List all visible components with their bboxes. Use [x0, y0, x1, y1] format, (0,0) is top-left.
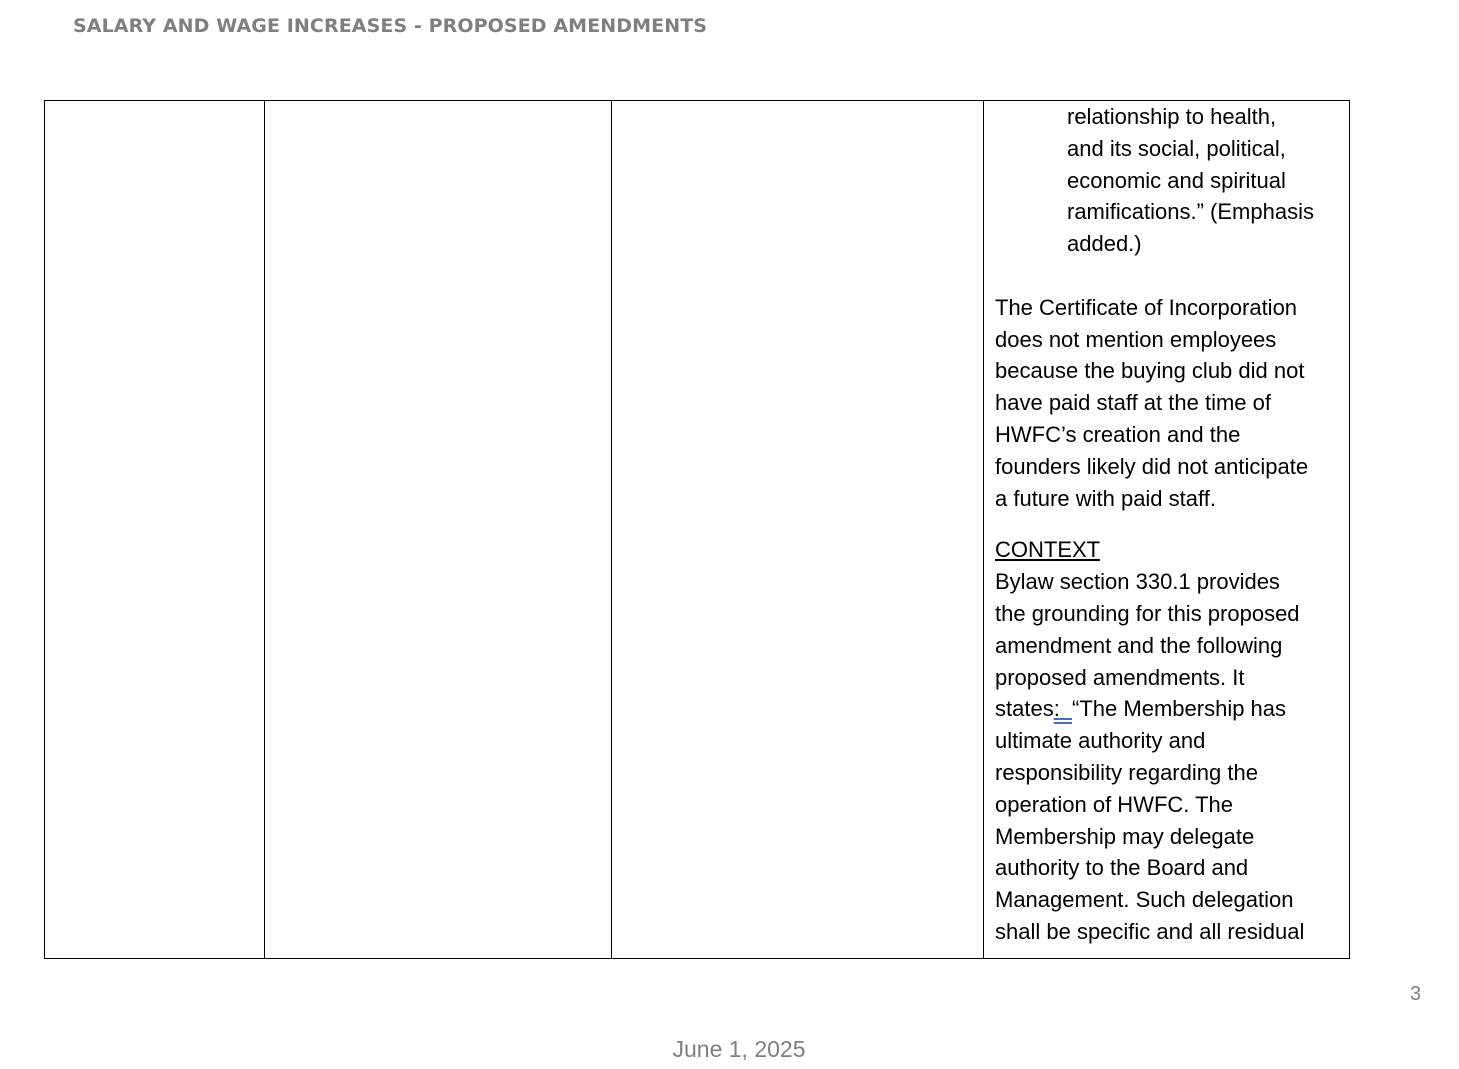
- text-line: HWFC’s creation and the: [995, 421, 1241, 447]
- quoted-passage: [995, 101, 1338, 260]
- text-line: Membership may delegate: [995, 823, 1255, 849]
- text-line: authority to the Board and: [995, 855, 1249, 881]
- text-span: “The Membership has: [1072, 696, 1287, 722]
- context-section: [995, 534, 1338, 947]
- text-line: ultimate authority and: [995, 728, 1206, 754]
- text-line: economic and spiritual: [1067, 167, 1286, 193]
- text-line: have paid staff at the time of: [995, 390, 1271, 416]
- text-line: shall be specific and all residual: [995, 918, 1305, 944]
- text-line: Management. Such delegation: [995, 887, 1294, 913]
- states-line: [995, 693, 1338, 725]
- text-line: because the buying club did not: [995, 358, 1305, 384]
- page-header-title: SALARY AND WAGE INCREASES - PROPOSED AMENDMENTS: [73, 15, 708, 37]
- footer-date: June 1, 2025: [672, 1036, 806, 1062]
- text-line: added.): [1067, 231, 1142, 257]
- column-divider: [264, 101, 265, 958]
- text-line: founders likely did not anticipate: [995, 453, 1309, 479]
- text-line: responsibility regarding the: [995, 759, 1258, 785]
- amendments-table: [44, 100, 1350, 959]
- spacer: [995, 514, 1338, 534]
- text-line: amendment and the following: [995, 632, 1283, 658]
- text-line: Bylaw section 330.1 provides: [995, 569, 1280, 595]
- text-line: the grounding for this proposed: [995, 600, 1300, 626]
- text-line: ramifications.” (Emphasis: [1067, 199, 1314, 225]
- text-line: relationship to health,: [1067, 104, 1277, 129]
- text-line: and its social, political,: [1067, 135, 1286, 161]
- text-line: does not mention employees: [995, 326, 1277, 352]
- certificate-paragraph: [995, 292, 1338, 515]
- text-line: operation of HWFC. The: [995, 791, 1234, 817]
- text-line: proposed amendments. It: [995, 664, 1245, 690]
- grammar-marked-span: :: [1053, 696, 1073, 722]
- text-line: a future with paid staff.: [995, 485, 1216, 511]
- spacer: [995, 260, 1338, 292]
- column-divider: [611, 101, 612, 958]
- context-heading: CONTEXT: [995, 537, 1101, 563]
- page-number: 3: [1410, 983, 1422, 1005]
- text-line: The Certificate of Incorporation: [995, 294, 1298, 320]
- table-column-4-rationale: [984, 101, 1349, 958]
- text-span: states: [995, 696, 1054, 722]
